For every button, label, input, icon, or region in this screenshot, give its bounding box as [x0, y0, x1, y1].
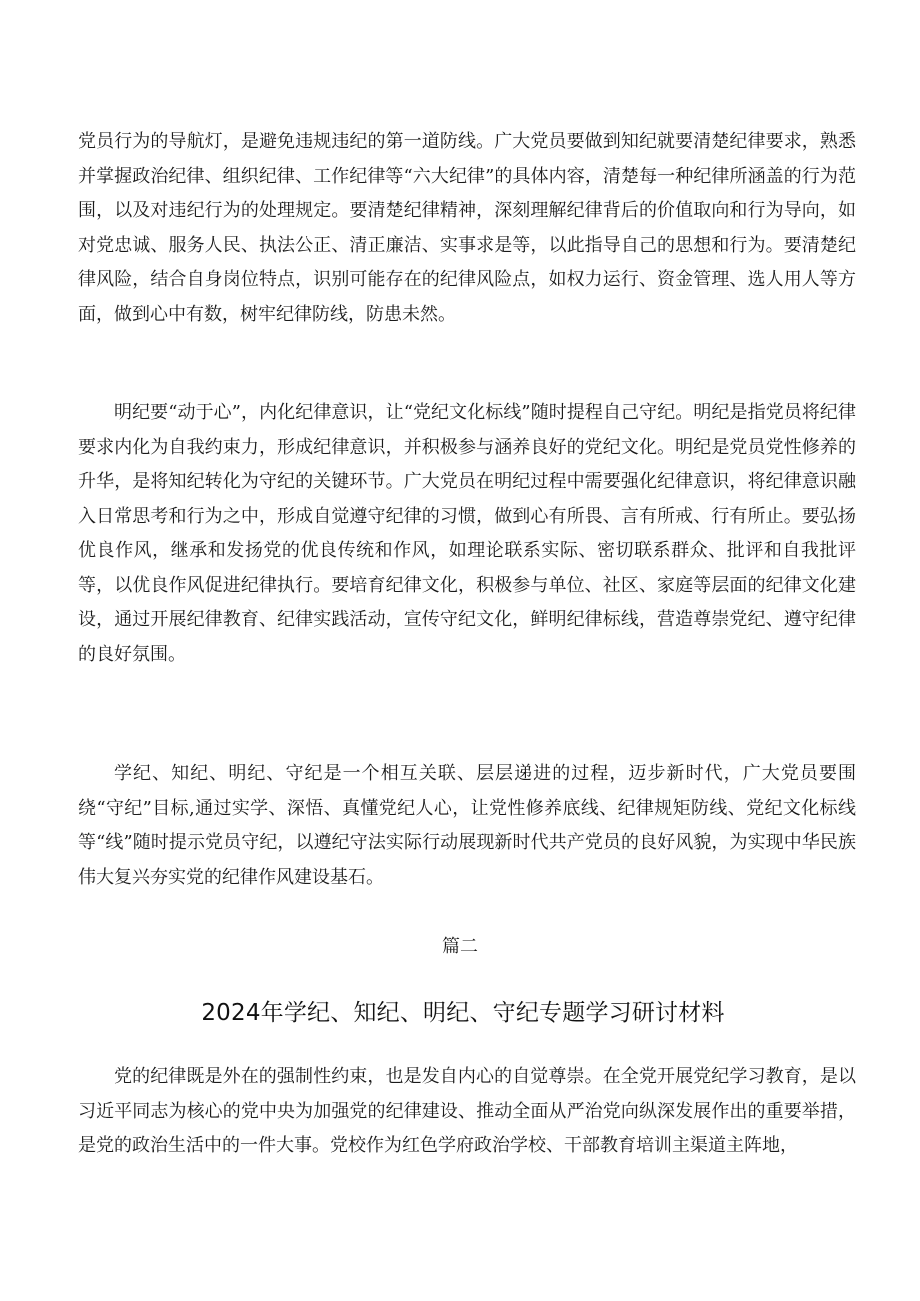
paragraph-intro: 党的纪律既是外在的强制性约束，也是发自内心的自觉尊崇。在全党开展党纪学习教育，是以习近平同志为核心的党中央为加强党的纪律建设、推动全面从严治党向纵深发展作出的重要举措，是党的政治生活中的一件大事。党校作为红色学府政治学校、干部教育培训主渠道主阵地， [78, 1066, 856, 1156]
paragraph-conclusion: 学纪、知纪、明纪、守纪是一个相互关联、层层递进的过程，迈步新时代，广大党员要围绕“守纪”目标,通过实学、深悟、真懂党纪人心，让党性修养底线、纪律规矩防线、党纪文化标线等“线”随时提示党员守纪，以遵纪守法实际行动展现新时代共产党员的良好风貌，为实现中华民族伟大复兴夯实党的纪律作风建设基石。 [78, 763, 856, 888]
paragraph-understanding-discipline: 明纪要“动于心”，内化纪律意识，让“党纪文化标线”随时提程自己守纪。明纪是指党员将纪律要求内化为自我约束力，形成纪律意识，并积极参与涵养良好的党纪文化。明纪是党员党性修养的升华，是将知纪转化为守纪的关键环节。广大党员在明纪过程中需要强化纪律意识，将纪律意识融入日常思考和行为之中，形成自觉遵守纪律的习惯，做到心有所畏、言有所戒、行有所止。要弘扬优良作风，继承和发扬党的优良传统和作风，如理论联系实际、密切联系群众、批评和自我批评等，以优良作风促进纪律执行。要培育纪律文化，积极参与单位、社区、家庭等层面的纪律文化建设，通过开展纪律教育、纪律实践活动，宣传守纪文化，鲜明纪律标线，营造尊崇党纪、遵守纪律的良好氛围。 [78, 402, 856, 665]
section-label: 篇二 [442, 936, 478, 957]
document-title: 2024年学纪、知纪、明纪、守纪专题学习研讨材料 [201, 1000, 725, 1026]
paragraph-knowing-discipline: 党员行为的导航灯，是避免违规违纪的第一道防线。广大党员要做到知纪就要清楚纪律要求，熟悉并掌握政治纪律、组织纪律、工作纪律等“六大纪律”的具体内容，清楚每一种纪律所涵盖的行为范围，以及对违纪行为的处理规定。要清楚纪律精神，深刻理解纪律背后的价值取向和行为导向，如对党忠诚、服务人民、执法公正、清正廉洁、实事求是等，以此指导自己的思想和行为。要清楚纪律风险，结合自身岗位特点，识别可能存在的纪律风险点，如权力运行、资金管理、选人用人等方面，做到心中有数，树牢纪律防线，防患未然。 [78, 131, 856, 325]
